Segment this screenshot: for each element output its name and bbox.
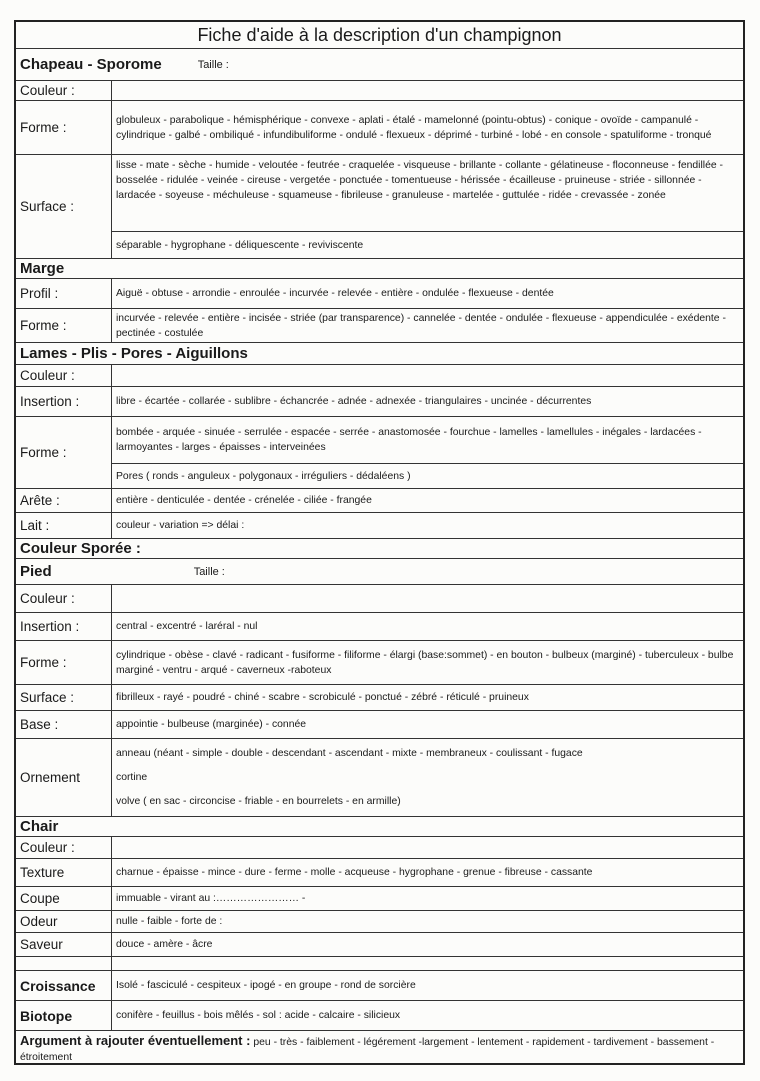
row-lames-couleur [16,364,743,386]
label-insertion: Insertion : [16,613,112,640]
options-anneau: anneau (néant - simple - double - descendant - ascendant - mixte - membraneux - coulissant - fugace [116,747,583,759]
section-header-pied: Pied [20,563,52,580]
label-coupe: Coupe [16,887,112,910]
row-chair-couleur [16,836,743,858]
row-marge-forme [16,308,743,342]
row-chapeau-surface [16,154,743,258]
options-argument: peu - très - faiblement - légérement -largement - lentement - rapidement - tardivement - bassement - étroitement [20,1037,715,1063]
section-marge [16,258,743,278]
options-biotope: conifère - feuillus - bois mêlés - sol : acide - calcaire - silicieux [116,1010,401,1021]
label-insertion: Insertion : [16,387,112,416]
taille-label-chapeau: Taille : [197,58,229,71]
row-chapeau-couleur [16,80,743,100]
options-forme: globuleux - parabolique - hémisphérique - convexe - aplati - étalé - mamelonné (pointu-obtus) - conique - ovoïde - campanulé - cylindrique - galbé - ombiliqué - infundibuliforme - ondulé - flexueux - déprimé - turbiné - lobé - en console - spatuliforme - tronqué [116,114,712,141]
options-texture: charnue - épaisse - mince - dure - ferme - molle - acqueuse - hygrophane - grenue - fibreuse - cassante [116,867,593,878]
description-sheet [14,20,745,1065]
row-pied-ornement [16,738,743,816]
row-argument [16,1030,743,1063]
row-chair-saveur [16,932,743,956]
row-chapeau-forme [16,100,743,154]
section-header-lames: Lames - Plis - Pores - Aiguillons [20,345,248,362]
label-arete: Arête : [16,489,112,512]
label-couleur: Couleur : [16,585,112,612]
label-odeur: Odeur [16,911,112,932]
label-forme: Forme : [16,641,112,684]
section-lames [16,342,743,364]
options-pores: Pores ( ronds - anguleux - polygonaux - irréguliers - dédaléens ) [116,470,411,482]
section-chair [16,816,743,836]
options-insertion: libre - écartée - collarée - sublibre - échancrée - adnée - adnexée - triangulaires - uncinée - décurrentes [116,396,592,407]
taille-label-pied: Taille : [193,565,225,578]
section-pied [16,558,743,584]
row-pied-surface [16,684,743,710]
options-coupe: immuable - virant au :…………………… - [116,893,306,904]
title-text: Fiche d'aide à la description d'un champignon [197,24,562,45]
row-pied-insertion [16,612,743,640]
label-saveur: Saveur [16,933,112,956]
section-header-chapeau: Chapeau - Sporome [20,56,162,73]
options-croissance: Isolé - fasciculé - cespiteux - ipogé - en groupe - rond de sorcière [116,980,416,991]
row-pied-couleur [16,584,743,612]
options-profil: Aiguë - obtuse - arrondie - enroulée - incurvée - relevée - entière - ondulée - flexueuse - dentée [116,288,554,299]
options-forme: bombée - arquée - sinuée - serrulée - espacée - serrée - anastomosée - fourchue - lamelles - lamellules - inégales - lardacées - larmoyantes - larges - épaisses - interveinées [116,426,702,453]
options-surface: fibrilleux - rayé - poudré - chiné - scabre - scrobiculé - ponctué - zébré - réticulé - pruineux [116,692,529,703]
label-forme: Forme : [16,417,112,488]
options-forme: cylindrique - obèse - clavé - radicant - fusiforme - filiforme - élargi (base:sommet) - en bouton - bulbeux (marginé) - tuberculeux - bulbe marginé - ventru - arqué - caverneux -raboteux [116,649,734,676]
label-couleur: Couleur : [16,837,112,858]
label-forme: Forme : [16,309,112,342]
row-marge-profil [16,278,743,308]
row-spacer [16,956,743,970]
section-header-couleur-sporee: Couleur Sporée : [20,540,141,557]
options-forme: incurvée - relevée - entière - incisée - striée (par transparence) - cannelée - dentée - ondulée - flexueuse - appendiculée - exédente - pectinée - costulée [116,312,726,339]
sheet-title [16,22,743,48]
options-surface: lisse - mate - sèche - humide - veloutée - feutrée - craquelée - visqueuse - brillante - collante - gélatineuse - floconneuse - fendillée - bosselée - ridulée - veinée - cireuse - vergetée - ponctuée - tomentueuse - hérissée - écailleuse - pruineuse - striée - sillonnée - lardacée - soyeuse - méchuleuse - squameuse - fibrileuse - granuleuse - martelée - guttulée - ridée - crevassée - zonée [116,160,723,201]
options-odeur: nulle - faible - forte de : [116,916,223,927]
row-chair-coupe [16,886,743,910]
options-saveur: douce - amère - âcre [116,939,213,950]
label-profil: Profil : [16,279,112,308]
subrow-pores [112,463,743,488]
options-cortine: cortine [116,771,148,783]
options-volve: volve ( en sac - circoncise - friable - en bourrelets - en armille) [116,795,401,807]
spacer-cell [16,957,112,970]
label-couleur: Couleur : [16,365,112,386]
label-surface: Surface : [16,685,112,710]
row-pied-forme [16,640,743,684]
row-lames-lait [16,512,743,538]
section-couleur-sporee [16,538,743,558]
label-couleur: Couleur : [16,81,112,100]
options-lait: couleur - variation => délai : [116,520,245,531]
section-chapeau [16,48,743,80]
label-surface: Surface : [16,155,112,258]
label-base: Base : [16,711,112,738]
options-arete: entière - denticulée - dentée - crénelée - ciliée - frangée [116,495,372,506]
subrow-surface [112,231,743,258]
label-ornement: Ornement [16,739,112,816]
label-biotope: Biotope [16,1001,112,1030]
row-lames-insertion [16,386,743,416]
label-croissance: Croissance [16,971,112,1000]
row-pied-base [16,710,743,738]
label-forme: Forme : [16,101,112,154]
label-argument: Argument à rajouter éventuellement : [20,1033,251,1048]
section-header-marge: Marge [20,260,65,277]
section-header-chair: Chair [20,818,59,835]
label-texture: Texture [16,859,112,886]
options-base: appointie - bulbeuse (marginée) - connée [116,719,307,730]
options-surface-2: séparable - hygrophane - déliquescente - reviviscente [116,239,364,251]
label-lait: Lait : [16,513,112,538]
row-croissance [16,970,743,1000]
row-chair-texture [16,858,743,886]
row-lames-arete [16,488,743,512]
row-chair-odeur [16,910,743,932]
row-biotope [16,1000,743,1030]
options-insertion: central - excentré - laréral - nul [116,621,258,632]
row-lames-forme [16,416,743,488]
